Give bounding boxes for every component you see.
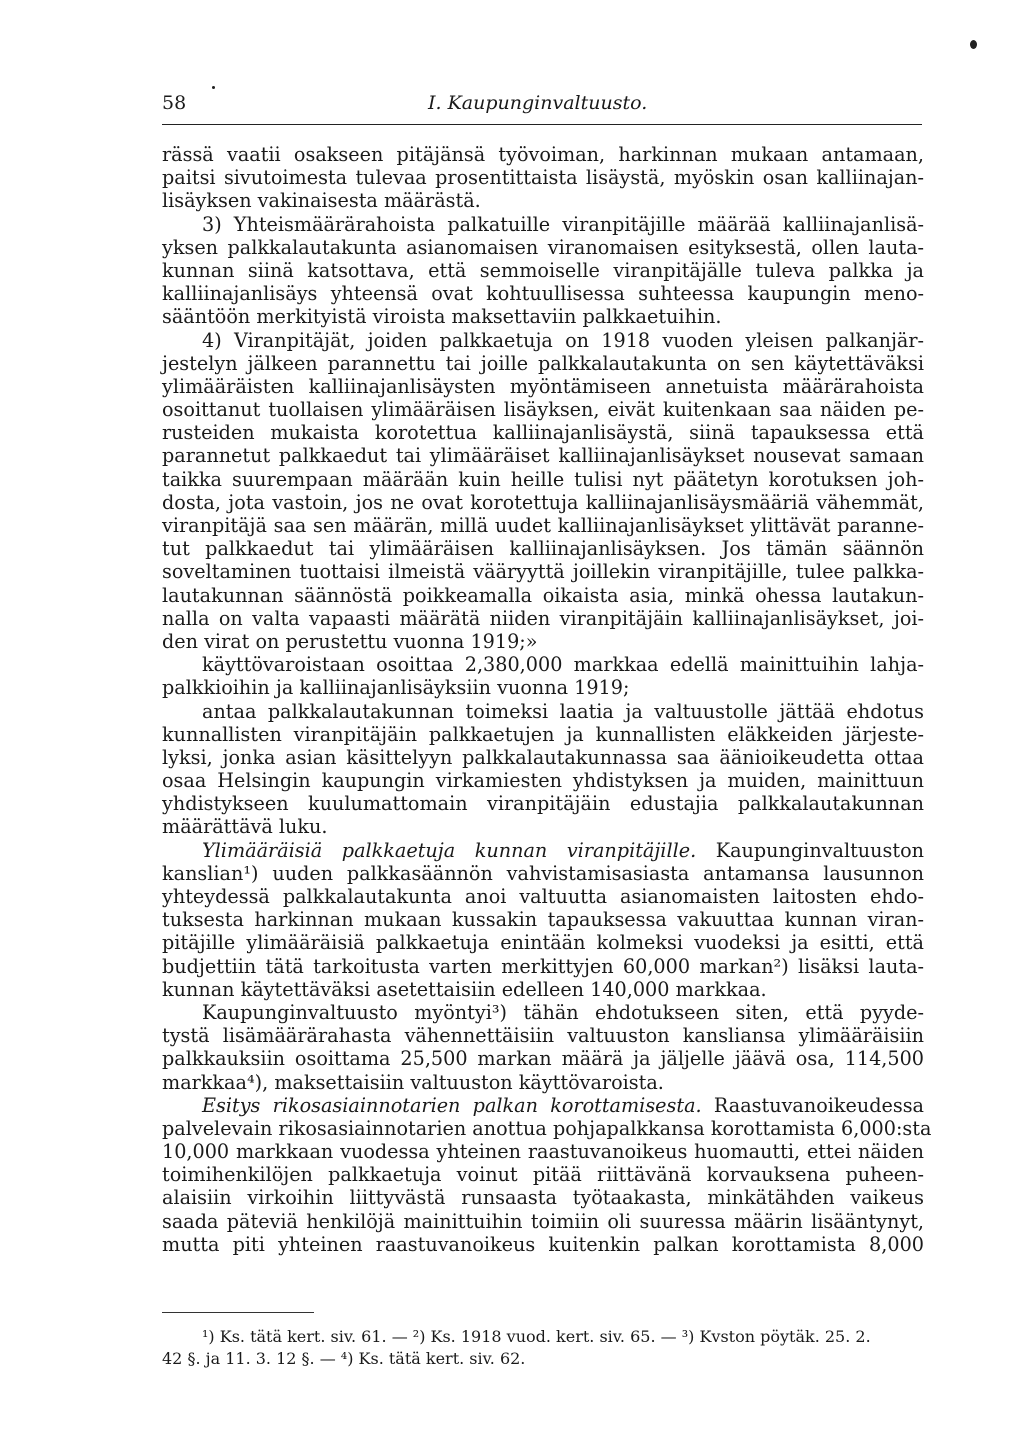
text-line: sääntöön merkityistä viroista maksettaviin palkkaetuihin. [162,305,722,329]
text-line: 10,000 markkaan vuodessa yhteinen raastuvanoikeus huomautti, ettei näiden [162,1140,924,1164]
text-line: käyttövaroistaan osoittaa 2,380,000 markkaa edellä mainittuihin lahja- [202,653,924,677]
text-line: yksen palkkalautakunta asianomaisen viranomaisen esityksestä, ollen lauta- [162,235,924,259]
text-line: Kaupunginvaltuusto myöntyi³) tähän ehdotukseen siten, että pyyde- [202,1000,924,1024]
text-line: rässä vaatii osakseen pitäjänsä työvoiman, harkinnan mukaan antamaan, [162,143,924,166]
section-heading-line: Ylimääräisiä palkkaetuja kunnan viranpitäjille. Kaupunginvaltuuston [202,838,924,862]
text-line: alaisiin virkoihin liittyvästä runsaasta työtaakasta, minkätähden vaikeus [162,1186,924,1210]
text-line: saada päteviä henkilöjä mainittuihin toimiin oli suuressa määrin lisääntynyt, [162,1209,924,1233]
text-line: ylimääräisten kalliinajanlisäysten myöntämiseen annetuista määrärahoista [162,374,924,398]
text-line: den virat on perustettu vuonna 1919;» [162,629,538,653]
text-line: kunnan käytettäväksi asetettaisiin edelleen 140,000 markkaa. [162,977,767,1001]
text-line: tuksesta harkinnan mukaan kussakin tapauksessa vakuuttaa kunnan viran- [162,908,924,932]
section-heading-line: Esitys rikosasiainnotarien palkan korottamisesta. Raastuvanoikeudessa [202,1093,925,1117]
text-line: taikka suurempaan määrään kuin heille tulisi nyt päätetyn korotuksen joh- [162,467,924,491]
text-line: 4) Viranpitäjät, joiden palkkaetuja on 1918 vuoden yleisen palkanjär- [202,328,924,352]
text-line: palkkauksiin osoittama 25,500 markan määrä ja jäljelle jäävä osa, 114,500 [162,1047,924,1071]
footnote-line: ¹) Ks. tätä kert. siv. 61. — ²) Ks. 1918 vuod. kert. siv. 65. — ³) Kvston pöytäk. 25. 2. [202,1327,871,1346]
text-line: kunnallisten viranpitäjäin palkkaetujen ja kunnallisten eläkkeiden järjeste- [162,722,924,746]
text-line: osoittanut tuollaisen ylimääräisen lisäyksen, eivät kuitenkaan saa näiden pe- [162,398,924,422]
text-line: palkkioihin ja kalliinajanlisäyksiin vuonna 1919; [162,676,630,700]
text-line: rusteiden mukaista korotettua kalliinajanlisäystä, siinä tapauksessa että [162,421,924,445]
text-line: antaa palkkalautakunnan toimeksi laatia ja valtuustolle jättää ehdotus [202,699,924,723]
text-line: toimihenkilöjen palkkaetuja voinut pitää riittävänä korvauksena puheen- [162,1163,924,1187]
text-line: palvelevain rikosasiainnotarien anottua pohjapalkkansa korottamista 6,000:sta [162,1116,932,1140]
scan-speck [970,40,977,49]
text-line: viranpitäjä saa sen määrän, millä uudet kalliinajanlisäykset ylittävät paranne- [162,514,924,537]
footnote-rule [162,1312,314,1313]
text-line: kanslian¹) uuden palkkasäännön vahvistamisasiasta antamansa lausunnon [162,861,924,885]
text-line: yhteydessä palkkalautakunta anoi valtuutta asianomaisten laitosten ehdo- [162,885,924,908]
text-line: soveltaminen tuottaisi ilmeistä vääryyttä joillekin viranpitäjille, tulee palkka- [162,560,924,584]
text-line: lisäyksen vakinaisesta määrästä. [162,189,481,213]
page-number: 58 [162,92,187,114]
text-line: jestelyn jälkeen parannettu tai joille palkkalautakunta on sen käytettäväksi [162,351,924,375]
page-header [162,92,922,116]
text-line: pitäjille ylimääräisiä palkkaetuja enintään kolmeksi vuodeksi ja esitti, että [162,931,924,955]
section-heading: Ylimääräisiä palkkaetuja kunnan viranpitäjille. [202,838,697,862]
text-line: lautakunnan säännöstä poikkeamalla oikaista asia, minkä ohessa lautakun- [162,583,924,607]
text-line: markkaa⁴), maksettaisiin valtuuston käyttövaroista. [162,1070,664,1094]
body-text [162,143,932,1256]
text-line: budjettiin tätä tarkoitusta varten merkittyjen 60,000 markan²) lisäksi lauta- [162,954,924,978]
text-line: kunnan siinä katsottava, että semmoiselle viranpitäjälle tuleva palkka ja [162,258,924,282]
text-line: yhdistykseen kuulumattomain viranpitäjäin edustajia palkkalautakunnan [162,792,924,816]
section-heading: Esitys rikosasiainnotarien palkan korottamisesta. [202,1093,702,1117]
header-rule [162,124,922,125]
text-line: 3) Yhteismäärärahoista palkatuille viranpitäjille määrää kalliinajanlisä- [202,212,924,236]
footnotes [162,1326,924,1370]
text-line: osaa Helsingin kaupungin virkamiesten yhdistyksen ja muiden, mainittuun [162,769,924,793]
text-line: kalliinajanlisäys yhteensä ovat kohtuullisessa suhteessa kaupungin meno- [162,282,924,306]
running-title: I. Kaupunginvaltuusto. [428,92,648,114]
text-line: nalla on valta vapaasti määrätä niiden viranpitäjäin kalliinajanlisäykset, joi- [162,606,924,630]
text-line: määrättävä luku. [162,815,328,839]
text-line: lyksi, jonka asian käsittelyyn palkkalautakunnassa saa äänioikeudetta ottaa [162,745,924,769]
text-line: tystä lisämäärärahasta vähennettäisiin valtuuston kansliansa ylimääräisiin [162,1024,924,1048]
text-line: tut palkkaedut tai ylimääräisen kalliinajanlisäyksen. Jos tämän säännön [162,537,924,561]
text-line: parannetut palkkaedut tai ylimääräiset kalliinajanlisäykset nousevat samaan [162,444,924,468]
text-line: paitsi sivutoimesta tulevaa prosentittaista lisäystä, myöskin osan kalliinajan- [162,166,924,190]
footnote-line: 42 §. ja 11. 3. 12 §. — ⁴) Ks. tätä kert. siv. 62. [162,1349,526,1368]
scan-speck [212,86,215,89]
text-line: mutta piti yhteinen raastuvanoikeus kuitenkin palkan korottamista 8,000 [162,1232,924,1256]
text-line: dosta, jota vastoin, jos ne ovat korotettuja kalliinajanlisäysmääriä vähemmät, [162,490,924,514]
